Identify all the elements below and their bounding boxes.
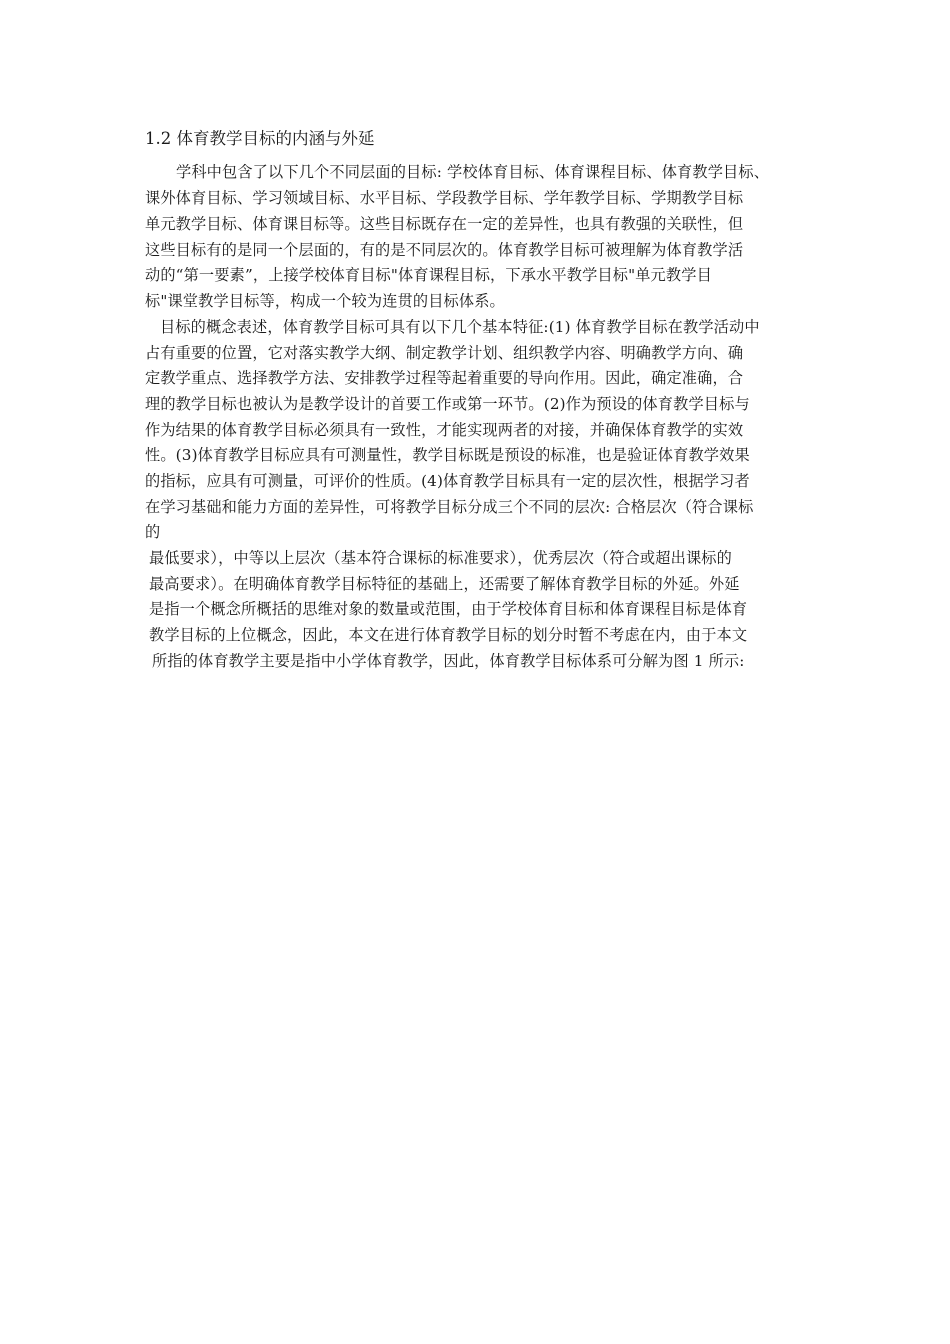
text-line: 最高要求）。在明确体育教学目标特征的基础上，还需要了解体育教学目标的外延。外延 [149,575,740,593]
text-line: 理的教学目标也被认为是教学设计的首要工作或第一环节。(2)作为预设的体育教学目标与 [145,395,750,413]
text-line: 动的“第一要素”，上接学校体育目标"体育课程目标，下承水平教学目标"单元教学目 [145,266,712,284]
text-line: 占有重要的位置，它对落实教学大纲、制定教学计划、组织教学内容、明确教学方向、确 [145,344,744,362]
text-line: 的 [145,523,161,541]
text-line: 是指一个概念所概括的思维对象的数量或范围，由于学校体育目标和体育课程目标是体育 [149,600,748,618]
text-line: 教学目标的上位概念，因此，本文在进行体育教学目标的划分时暂不考虑在内，由于本文 [149,626,748,644]
text-line: 定教学重点、选择教学方法、安排教学过程等起着重要的导向作用。因此，确定准确，合 [145,369,744,387]
text-line: 最低要求），中等以上层次（基本符合课标的标准要求），优秀层次（符合或超出课标的 [149,549,732,567]
text-line: 学科中包含了以下几个不同层面的目标: 学校体育目标、体育课程目标、体育教学目标、 [176,163,770,181]
section-heading: 1.2 体育教学目标的内涵与外延 [145,129,375,148]
text-line: 课外体育目标、学习领域目标、水平目标、学段教学目标、学年教学目标、学期教学目标 [145,189,744,207]
text-line: 所指的体育教学主要是指中小学体育教学，因此，体育教学目标体系可分解为图 1 所示: [152,652,745,670]
text-line: 作为结果的体育教学目标必须具有一致性，才能实现两者的对接，并确保体育教学的实效 [145,421,744,439]
text-line: 的指标，应具有可测量，可评价的性质。(4)体育教学目标具有一定的层次性，根据学习者 [145,472,750,490]
text-line: 标"课堂教学目标等，构成一个较为连贯的目标体系。 [145,292,505,310]
text-line: 目标的概念表述，体育教学目标可具有以下几个基本特征:(1) 体育教学目标在教学活动中 [160,318,760,336]
text-line: 这些目标有的是同一个层面的，有的是不同层次的。体育教学目标可被理解为体育教学活 [145,241,744,259]
text-line: 性。(3)体育教学目标应具有可测量性，教学目标既是预设的标准，也是验证体育教学效果 [145,446,750,464]
text-line: 在学习基础和能力方面的差异性，可将教学目标分成三个不同的层次: 合格层次（符合课标 [145,498,754,516]
text-line: 单元教学目标、体育课目标等。这些目标既存在一定的差异性，也具有教强的关联性，但 [145,215,744,233]
